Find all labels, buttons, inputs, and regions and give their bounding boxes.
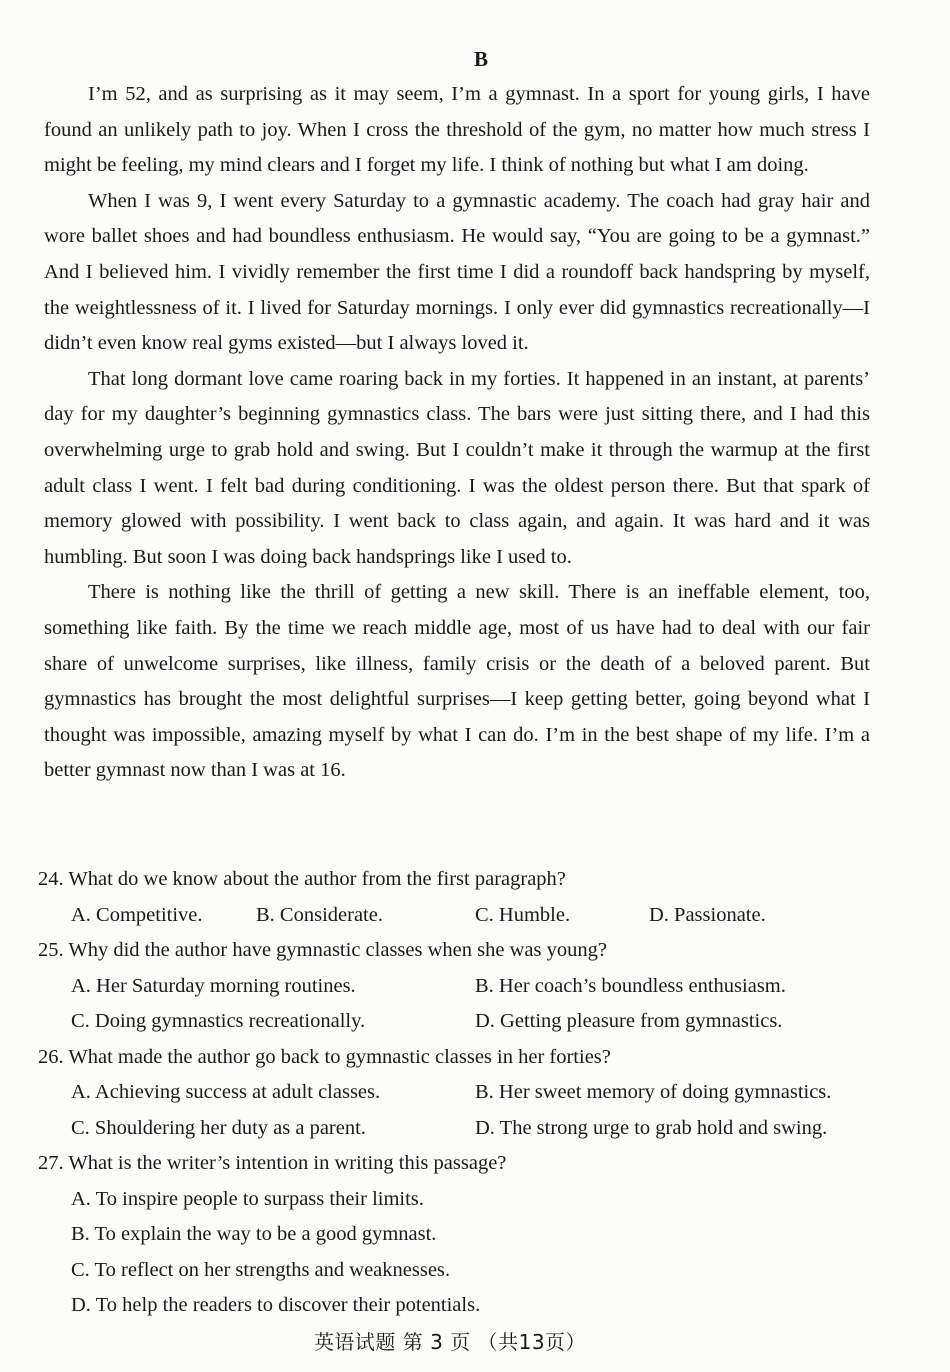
option-row: [38, 1217, 868, 1253]
option-a: A. Her Saturday morning routines.: [71, 974, 356, 997]
option-row: [38, 1111, 868, 1147]
option-a: A. To inspire people to surpass their limits.: [71, 1187, 424, 1210]
option-d: D. To help the readers to discover their potentials.: [71, 1294, 481, 1316]
question-25: [38, 933, 868, 1040]
question-24: [38, 862, 868, 933]
option-row: [38, 1253, 868, 1289]
option-c: C. Shouldering her duty as a parent.: [71, 1116, 366, 1139]
option-row: [38, 1182, 868, 1218]
passage-paragraph: There is nothing like the thrill of getting a new skill. There is an ineffable element, too, something like faith. By the time we reach middle age, most of us have had to deal with our fair share of unwelcome surprises, like illness, family crisis or the death of a beloved parent. But gymnastics has brought the most delightful surprises—I keep getting better, going beyond what I thought was impossible, amazing myself by what I can do. I’m in the best shape of my life. I’m a better gymnast now than I was at 16.: [44, 581, 870, 782]
option-c: C. To reflect on her strengths and weaknesses.: [71, 1258, 451, 1281]
question-stem: 26. What made the author go back to gymnastic classes in her forties?: [38, 1045, 611, 1068]
option-row: [38, 1075, 868, 1111]
option-b: B. Her sweet memory of doing gymnastics.: [475, 1081, 832, 1103]
option-c: C. Humble.: [475, 903, 571, 926]
question-26: [38, 1040, 868, 1147]
option-b: B. Her coach’s boundless enthusiasm.: [475, 974, 786, 997]
question-stem: 27. What is the writer’s intention in writing this passage?: [38, 1152, 507, 1174]
option-d: D. Getting pleasure from gymnastics.: [475, 1010, 783, 1032]
passage-paragraph: That long dormant love came roaring back in my forties. It happened in an instant, at parents’ day for my daughter’s beginning gymnastics class. The bars were just sitting there, and I had this overwhelming urge to grab hold and swing. But I couldn’t make it through the warmup at the first adult class I went. I felt bad during conditioning. I was the oldest person there. But that spark of memory glowed with possibility. I went back to class again, and again. It was hard and it was humbling. But soon I was doing back handsprings like I used to.: [44, 367, 870, 568]
option-a: A. Competitive.: [71, 903, 203, 926]
page-footer: 英语试题 第 3 页 （共13页）: [313, 1330, 587, 1354]
option-c: C. Doing gymnastics recreationally.: [71, 1010, 366, 1032]
option-b: B. Considerate.: [256, 903, 383, 926]
passage-paragraph: I’m 52, and as surprising as it may seem, I’m a gymnast. In a sport for young girls, I have found an unlikely path to joy. When I cross the threshold of the gym, no matter how much stress I might be feeling, my mind clears and I forget my life. I think of nothing but what I am doing.: [44, 83, 870, 177]
option-row: [38, 898, 868, 934]
question-stem: 25. Why did the author have gymnastic classes when she was young?: [38, 939, 607, 961]
question-list: [38, 862, 868, 1324]
reading-passage: [44, 77, 870, 789]
passage-paragraph: When I was 9, I went every Saturday to a gymnastic academy. The coach had gray hair and wore ballet shoes and had boundless enthusiasm. He would say, “You are going to be a gymnast.” And I believed him. I vividly remember the first time I did a roundoff back handspring by myself, the weightlessness of it. I lived for Saturday mornings. I only ever did gymnastics recreationally—I didn’t even know real gyms existed—but I always loved it.: [44, 189, 870, 355]
option-row: [38, 969, 868, 1005]
option-d: D. Passionate.: [649, 903, 766, 926]
option-row: [38, 1288, 868, 1324]
option-b: B. To explain the way to be a good gymnast.: [71, 1223, 437, 1245]
option-d: D. The strong urge to grab hold and swing.: [475, 1116, 828, 1139]
option-a: A. Achieving success at adult classes.: [71, 1081, 381, 1103]
question-stem: 24. What do we know about the author from the first paragraph?: [38, 868, 566, 890]
section-label: B: [473, 47, 488, 71]
option-row: [38, 1004, 868, 1040]
question-27: [38, 1146, 868, 1324]
